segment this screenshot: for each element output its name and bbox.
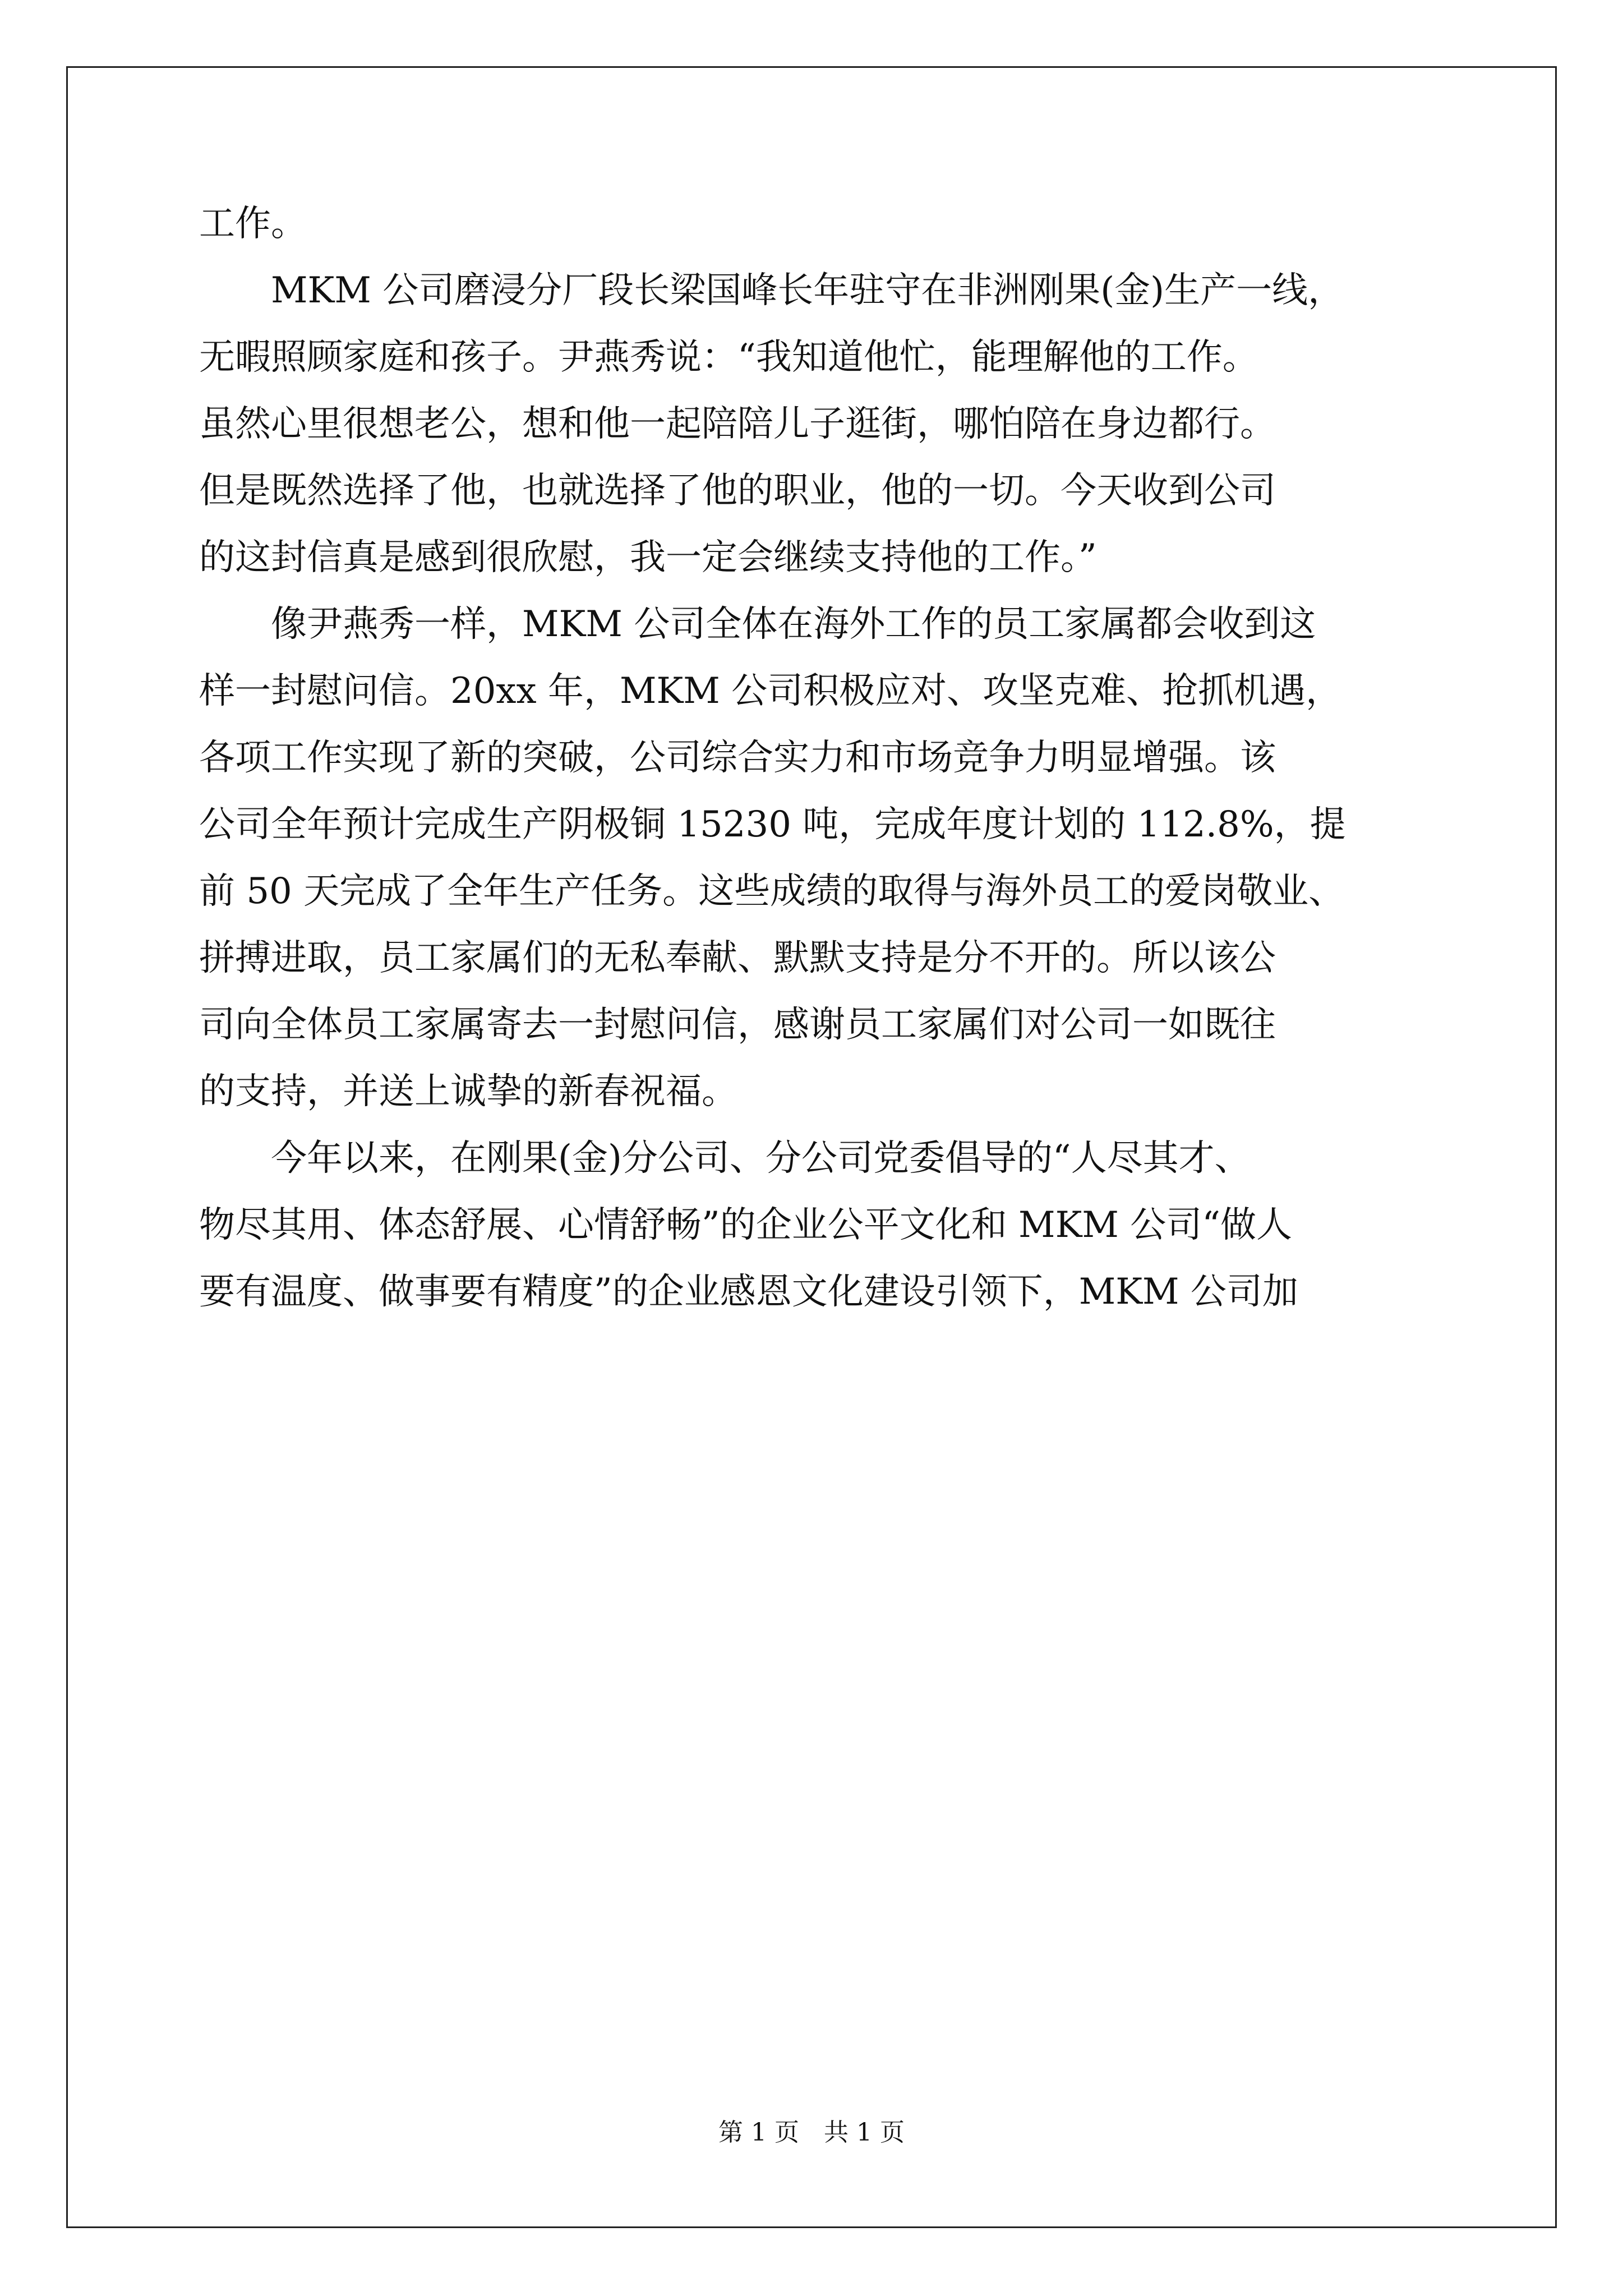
text-line: 的这封信真是感到很欣慰，我一定会继续支持他的工作。” (199, 537, 1097, 578)
text-line: 今年以来，在刚果(金)分公司、分公司党委倡导的“人尽其才、 (199, 1138, 1251, 1179)
page-number-footer: 第 1 页 共 1 页 (718, 2118, 905, 2147)
text-line: 公司全年预计完成生产阴极铜 15230 吨，完成年度计划的 112.8%，提 (199, 804, 1346, 845)
text-line: 物尽其用、体态舒展、心情舒畅”的企业公平文化和 MKM 公司“做人 (199, 1204, 1292, 1246)
text-line: MKM 公司磨浸分厂段长梁国峰长年驻守在非洲刚果(金)生产一线， (199, 270, 1344, 311)
text-line: 各项工作实现了新的突破，公司综合实力和市场竞争力明显增强。该 (199, 737, 1276, 779)
text-line: 像尹燕秀一样，MKM 公司全体在海外工作的员工家属都会收到这 (199, 604, 1316, 645)
text-line: 样一封慰问信。20xx 年，MKM 公司积极应对、攻坚克难、抢抓机遇， (199, 670, 1342, 712)
text-line: 前 50 天完成了全年生产任务。这些成绩的取得与海外员工的爱岗敬业、 (199, 871, 1345, 912)
text-line: 的支持，并送上诚挚的新春祝福。 (199, 1071, 737, 1112)
document-body (199, 191, 1427, 1326)
text-line: 要有温度、做事要有精度”的企业感恩文化建设引领下，MKM 公司加 (199, 1271, 1298, 1313)
text-line: 但是既然选择了他，也就选择了他的职业，他的一切。今天收到公司 (199, 470, 1276, 512)
text-line: 司向全体员工家属寄去一封慰问信，感谢员工家属们对公司一如既往 (199, 1004, 1276, 1046)
text-line: 虽然心里很想老公，想和他一起陪陪儿子逛街，哪怕陪在身边都行。 (199, 403, 1276, 445)
text-line: 拼搏进取，员工家属们的无私奉献、默默支持是分不开的。所以该公 (199, 937, 1276, 979)
text-line: 工作。 (199, 203, 307, 245)
text-line: 无暇照顾家庭和孩子。尹燕秀说：“我知道他忙，能理解他的工作。 (199, 337, 1258, 378)
